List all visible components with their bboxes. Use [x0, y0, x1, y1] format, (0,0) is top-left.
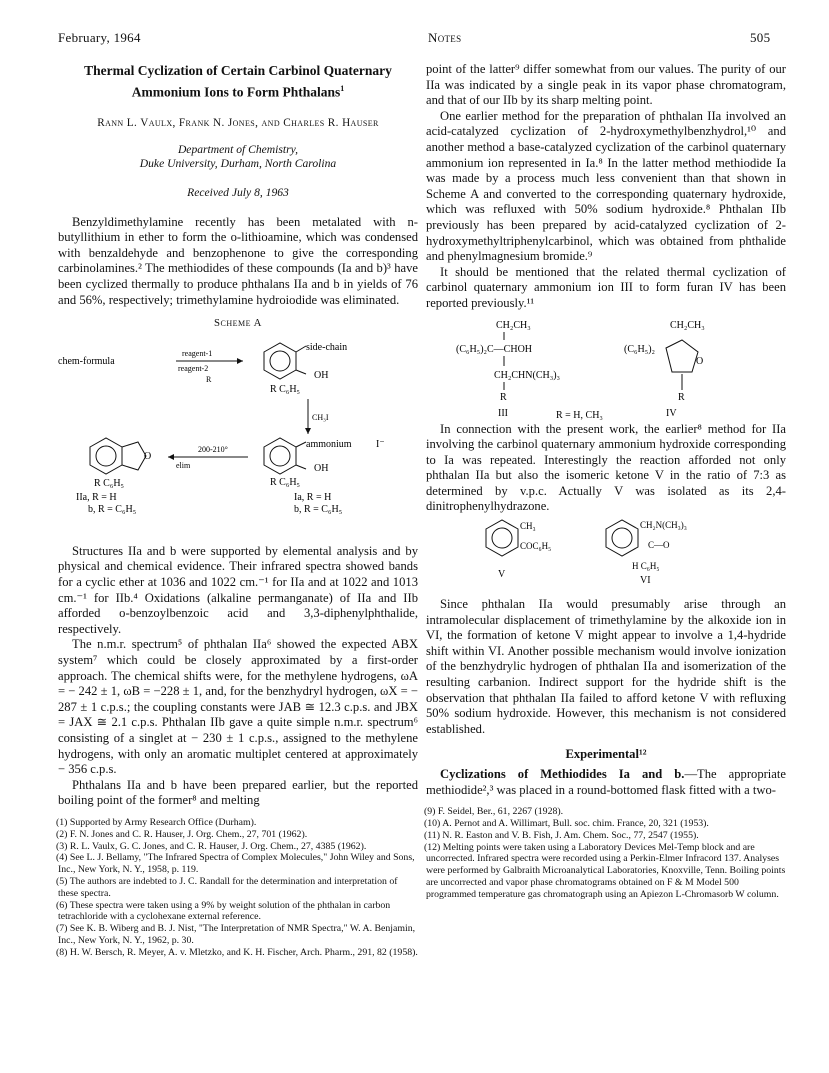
affiliation: Department of Chemistry, Duke University, Durham, North Carolina [139, 143, 337, 171]
scheme-a-ia-label: Ia, R = H [294, 491, 332, 503]
scheme-a-ii-r: R C₆H₅ [94, 477, 125, 489]
body-paragraph: The n.m.r. spectrum⁵ of phthalan IIa⁶ showed the expected ABX system⁷ which could be closely approximated by a first-order approach. The chemical shifts were, for the methylene hydrogens, ωA = − 242 ± 1, ωB = −228 ± 1, and, for the benzhydryl hydrogen, ωX = − 287 ± 1 c.p.s.; the coupling constants were JAB ≅ 12.3 c.p.s. and JBX = JAX ≅ 2.1 c.p.s. Phthalan IIb gave a quite simple n.m.r. spectrum⁶ consisting of a singlet at − 230 ± 1 c.p.s., assigned to the methylene hydrogens, with only an aromatic multiplet centered at approximately − 356 c.p.s. [58, 637, 418, 777]
body-paragraph: Structures IIa and b were supported by elemental analysis and by physical and chemical evidence. Their infrared spectra showed bands for a cyclic ether at 1036 and 1022 cm.⁻¹ for IIa and at 1022 and 1013 cm.⁻¹ for IIb.⁴ Oxidations (alkaline permanganate) of IIa and IIb afforded o-benzoylbenzoic acid and 3,3-diphenylphthalide, respectively. [58, 543, 418, 636]
scheme-a-r-label: R [206, 374, 212, 384]
running-header-section: Notes [428, 30, 462, 45]
scheme-a-ia-r: R C₆H₅ [270, 476, 301, 488]
body-paragraph: In connection with the present work, the earlier⁸ method for IIa involving the carbinol quaternary ammonium hydroxide corresponding to Ia was repeated. Interestingly the reaction afforded not only phthalan IIa but also the isomeric ketone V in the ratio of 7:3 as determined by v.p.c. Actually V was isolated as its 2,4-dinitrophenylhydrazone. [426, 421, 786, 514]
body-paragraph: Phthalans IIa and b have been prepared earlier, but the reported boiling point of the former⁸ and melting [58, 777, 418, 808]
scheme-a-top-oh: OH [314, 369, 329, 381]
compound-iii-ammonium: CH₂CHN(CH₃)₃ [494, 369, 561, 381]
footnotes-right [426, 806, 786, 900]
body-paragraph: It should be mentioned that the related thermal cyclization of carbinol quaternary ammonium ion III to form furan IV has been reported previously.¹¹ [426, 264, 786, 310]
r-definition: R = H, CH₃ [556, 409, 603, 421]
scheme-a-reactant: chem-formula [58, 355, 115, 367]
compound-iv-label: IV [666, 407, 677, 419]
scheme-a-title: Scheme A [214, 317, 262, 330]
footnote: (10) A. Pernot and A. Willimart, Bull. soc. chim. France, 20, 321 (1953). [424, 817, 709, 829]
ketone-v-benzoyl: COC₆H₅ [520, 541, 552, 552]
ketone-v-methyl: CH₃ [520, 521, 536, 532]
scheme-b-figure [426, 312, 786, 422]
scheme-a-iodide: I⁻ [376, 438, 385, 450]
received-date: Received July 8, 1963 [187, 186, 289, 200]
scheme-a-ia-oh: OH [314, 462, 329, 474]
footnote: (2) F. N. Jones and C. R. Hauser, J. Org. Chem., 27, 701 (1962). [56, 828, 308, 840]
footnote: (11) N. R. Easton and V. B. Fish, J. Am. Chem. Soc., 77, 2547 (1955). [424, 829, 699, 841]
scheme-a-iia-label: IIa, R = H [76, 491, 117, 503]
experimental-heading: Experimental¹² [565, 747, 647, 762]
scheme-a-figure [58, 334, 418, 544]
footnote: (4) See L. J. Bellamy, "The Infrared Spectra of Complex Molecules," John Wiley and Sons, Inc., New York, N. Y., 1958, p. 119. [56, 852, 415, 876]
compound-iii-ethyl: CH₂CH₃ [496, 319, 531, 331]
footnote: (3) R. L. Vaulx, G. C. Jones, and C. R. Hauser, J. Org. Chem., 27, 4385 (1962). [56, 840, 367, 852]
compound-iii-label: III [498, 407, 508, 419]
page-number: 505 [750, 30, 771, 45]
running-header-date: February, 1964 [58, 30, 141, 45]
scheme-a-ib-label: b, R = C₆H₅ [294, 503, 343, 515]
alkoxide-vi-oxygen: C—O [648, 540, 670, 551]
footnote: (6) These spectra were taken using a 9% by weight solution of the phthalan in carbon tetrachloride with a cyclohexane external reference. [56, 899, 391, 923]
scheme-a-top-sidechain: side-chain [306, 341, 348, 353]
body-paragraph: Benzyldimethylamine recently has been metalated with n-butyllithium in ether to form the o-lithioamine, which was condensed with benzaldehyde and benzophenone to give the corresponding carbinolamines.² The methiodides of these compounds (Ia and b)³ have been cyclized thermally to produce phthalans IIa and b in yields of 76 and 56%, respectively; trimethylamine hydroiodide was eliminated. [58, 214, 418, 307]
alkoxide-vi-substituents: H C₆H₅ [632, 561, 660, 572]
compound-iii-r: R [500, 391, 507, 403]
scheme-a-reagent-1: reagent-1 [182, 348, 213, 358]
scheme-a-iib-label: b, R = C₆H₅ [88, 503, 137, 515]
article-title: Thermal Cyclization of Certain Carbinol Quaternary Ammonium Ions to Form Phthalans$^1$ [84, 63, 392, 100]
compound-iv-r: R [678, 391, 685, 403]
scheme-a-top-r: R C₆H₅ [270, 383, 301, 395]
compound-iii-carbinol: (C₆H₅)₂C—CHOH [456, 343, 533, 355]
scheme-a-ammonium: ammonium [306, 438, 352, 450]
scheme-a-ring-o: O [144, 450, 152, 462]
left-column [58, 62, 418, 959]
compound-iv-ethyl: CH₂CH₃ [670, 319, 705, 331]
footnote: (8) H. W. Bersch, R. Meyer, A. v. Mletzko, and K. H. Fischer, Arch. Pharm., 291, 82 (1958). [56, 946, 418, 958]
footnote: (7) See K. B. Wiberg and B. J. Nist, "The Interpretation of NMR Spectra," W. A. Benjamin, Inc., New York, N. Y., 1962, p. 30. [56, 923, 416, 946]
article-authors: Rann L. Vaulx, Frank N. Jones, and Charles R. Hauser [97, 116, 379, 129]
right-column [426, 62, 786, 901]
ketone-v-label: V [498, 569, 506, 581]
body-paragraph: Since phthalan IIa would presumably arise through an intramolecular displacement of trimethylamine by the alkoxide ion in VI, the formation of ketone V might appear to involve a 1,4-hydride shift within VI. Another possible mechanism would involve ionization of the benzhydrylic hydrogen of phthalan IIa and isomerization of the resulting carbanion. Indirect support for the hydride shift is the observation that phthalan IIa failed to afford ketone V with refluxing 50% sodium hydroxide. However, this mechanism is not considered established. [426, 597, 786, 736]
compound-iv-diphenyl: (C₆H₅)₂ [624, 343, 656, 355]
compound-iv-ring-o: O [696, 355, 704, 367]
scheme-a-temp: 200-210° [198, 444, 228, 454]
footnote: (12) Melting points were taken using a Laboratory Devices Mel-Temp block and are uncorrected. Infrared spectra were recorded using a Perkin-Elmer Infracord 137. Analyses were performed by Galbraith Microanalytical Laboratories, Knoxville, Tenn. Boiling points are uncorrected and vapor phase chromatograms obtained on F & M Model 500 programmed temperature gas chromatograph using an Apiezon L-Chromasorb W column. [424, 841, 786, 900]
scheme-a-ch3i: CH₃I [312, 412, 329, 422]
footnote: (1) Supported by Army Research Office (Durham). [56, 816, 257, 828]
body-paragraph: point of the latter⁹ differ somewhat from our values. The purity of our IIa was indicated by a single peak in its vapor phase chromatogram, and that of our IIb by its sharp melting point. [426, 62, 786, 108]
experimental-paragraph: Cyclizations of Methiodides Ia and b.—The appropriate methiodide²,³ was placed in a round-bottomed flask fitted with a two- [426, 767, 786, 797]
alkoxide-vi-label: VI [640, 575, 651, 587]
footnote: (5) The authors are indebted to J. C. Randall for the determination and interpretation of these spectra. [56, 875, 398, 899]
alkoxide-vi-ammonium: CH₂N(CH₃)₃ [640, 520, 687, 531]
scheme-c-figure [426, 515, 786, 597]
footnotes-left [58, 817, 418, 959]
footnote: (9) F. Seidel, Ber., 61, 2267 (1928). [424, 806, 564, 818]
body-paragraph: One earlier method for the preparation of phthalan IIa involved an acid-catalyzed cyclization of 2-hydroxymethylbenzhydrol,¹⁰ and another method a base-catalyzed cyclization of the carbinol quaternary ammonium ion represented in Ia.⁸ In the latter method methiodide Ia was made by a process much less convenient than that shown in Scheme A and converted to the corresponding quaternary hydroxide, which was refluxed with 50% sodium hydroxide.⁸ Phthalan IIb previously has been prepared by acid-catalyzed cyclization of 2-hydroxymethyltriphenylcarbinol, which was obtained from phthalide and phenylmagnesium bromide.⁹ [426, 108, 786, 264]
scheme-a-reagent-2: reagent-2 [178, 363, 209, 373]
scheme-a-elimination: elim [176, 460, 191, 470]
